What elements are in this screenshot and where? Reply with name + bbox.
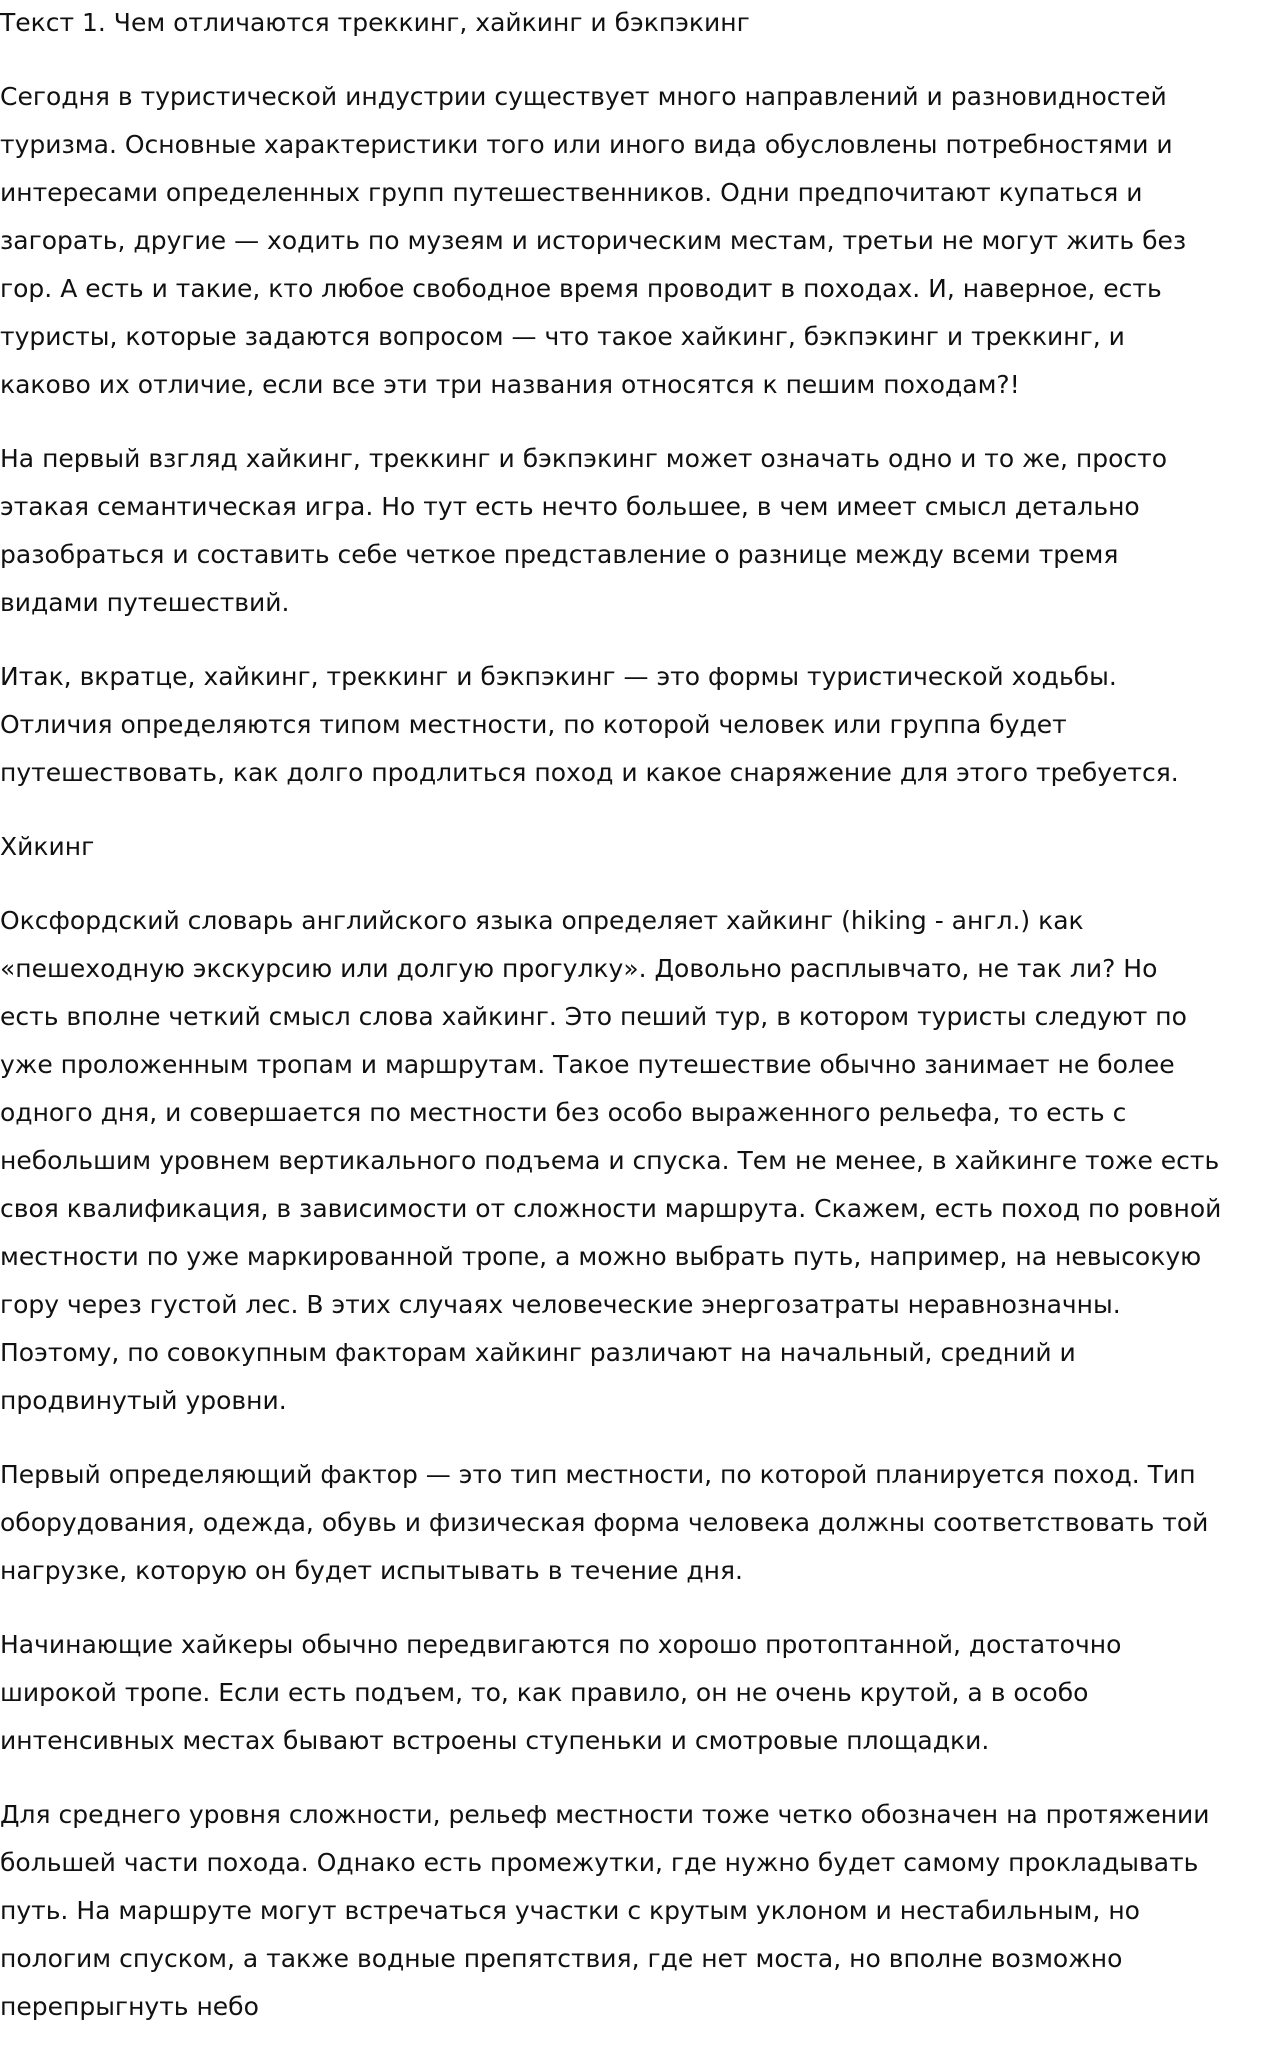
text-line: Оксфордский словарь английского языка определяет хайкинг (hiking - англ.) как	[0, 906, 1084, 935]
text-line: «пешеходную экскурсию или долгую прогулку». Довольно расплывчато, не так ли? Но	[0, 954, 1158, 983]
paragraph-first-factor	[0, 1451, 1270, 1595]
text-line: перепрыгнуть небо	[0, 1992, 259, 2021]
text-line: своя квалификация, в зависимости от сложности маршрута. Скажем, есть поход по ровной	[0, 1194, 1222, 1223]
text-line: небольшим уровнем вертикального подъема и спуска. Тем не менее, в хайкинге тоже есть	[0, 1146, 1220, 1175]
paragraph-oxford	[0, 897, 1270, 1425]
text-line: путешествовать, как долго продлиться поход и какое снаряжение для этого требуется.	[0, 758, 1179, 787]
text-line: разобраться и составить себе четкое представление о разнице между всеми тремя	[0, 540, 1119, 569]
text-line: этакая семантическая игра. Но тут есть нечто большее, в чем имеет смысл детально	[0, 492, 1140, 521]
text-line: На первый взгляд хайкинг, треккинг и бэкпэкинг может означать одно и то же, просто	[0, 444, 1168, 473]
text-line: интенсивных местах бывают встроены ступеньки и смотровые площадки.	[0, 1726, 990, 1755]
text-line: туризма. Основные характеристики того или иного вида обусловлены потребностями и	[0, 130, 1173, 159]
text-line: местности по уже маркированной тропе, а можно выбрать путь, например, на невысокую	[0, 1242, 1202, 1271]
paragraph-first-glance	[0, 435, 1270, 627]
text-line: оборудования, одежда, обувь и физическая форма человека должны соответствовать той	[0, 1508, 1209, 1537]
section-heading	[0, 823, 1270, 871]
text-line: интересами определенных групп путешественников. Одни предпочитают купаться и	[0, 178, 1143, 207]
paragraph-intermediate	[0, 1791, 1270, 2031]
text-line: Отличия определяются типом местности, по которой человек или группа будет	[0, 710, 1067, 739]
paragraph-beginners	[0, 1621, 1270, 1765]
paragraph-summary	[0, 653, 1270, 797]
text-line: каково их отличие, если все эти три названия относятся к пешим походам?!	[0, 370, 1020, 399]
text-line: загорать, другие — ходить по музеям и историческим местам, третьи не могут жить без	[0, 226, 1187, 255]
text-line: гору через густой лес. В этих случаях человеческие энергозатраты неравнозначны.	[0, 1290, 1121, 1319]
text-line: Итак, вкратце, хайкинг, треккинг и бэкпэкинг — это формы туристической ходьбы.	[0, 662, 1117, 691]
text-line: путь. На маршруте могут встречаться участки с крутым уклоном и нестабильным, но	[0, 1896, 1140, 1925]
text-line: есть вполне четкий смысл слова хайкинг. Это пеший тур, в котором туристы следуют по	[0, 1002, 1187, 1031]
text-line: Сегодня в туристической индустрии существует много направлений и разновидностей	[0, 82, 1167, 111]
text-line: гор. А есть и такие, кто любое свободное время проводит в походах. И, наверное, есть	[0, 274, 1162, 303]
text-line: Текст 1. Чем отличаются треккинг, хайкинг и бэкпэкинг	[0, 8, 750, 37]
text-line: Первый определяющий фактор — это тип местности, по которой планируется поход. Тип	[0, 1460, 1196, 1489]
text-line: одного дня, и совершается по местности без особо выраженного рельефа, то есть с	[0, 1098, 1127, 1127]
text-line: большей части похода. Однако есть промежутки, где нужно будет самому прокладывать	[0, 1848, 1199, 1877]
text-line: уже проложенным тропам и маршрутам. Такое путешествие обычно занимает не более	[0, 1050, 1175, 1079]
text-line: туристы, которые задаются вопросом — что такое хайкинг, бэкпэкинг и треккинг, и	[0, 322, 1125, 351]
text-line: широкой тропе. Если есть подъем, то, как правило, он не очень крутой, а в особо	[0, 1678, 1089, 1707]
document-title	[0, 0, 1270, 47]
text-line: Для среднего уровня сложности, рельеф местности тоже четко обозначен на протяжении	[0, 1800, 1210, 1829]
text-line: пологим спуском, а также водные препятствия, где нет моста, но вполне возможно	[0, 1944, 1123, 1973]
paragraph-intro	[0, 73, 1270, 409]
text-line: видами путешествий.	[0, 588, 290, 617]
text-line: Хйкинг	[0, 832, 95, 861]
text-line: Поэтому, по совокупным факторам хайкинг различают на начальный, средний и	[0, 1338, 1076, 1367]
text-line: Начинающие хайкеры обычно передвигаются по хорошо протоптанной, достаточно	[0, 1630, 1122, 1659]
text-line: продвинутый уровни.	[0, 1386, 287, 1415]
text-line: нагрузке, которую он будет испытывать в течение дня.	[0, 1556, 744, 1585]
